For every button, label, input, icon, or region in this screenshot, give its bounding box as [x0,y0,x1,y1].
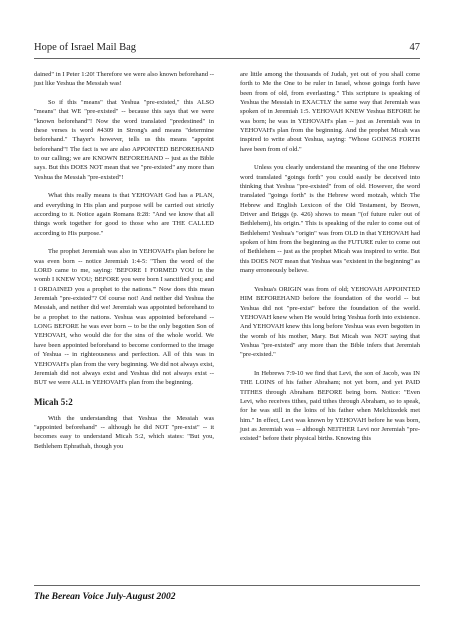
left-column [34,70,214,451]
paragraph: Yeshua's ORIGIN was from of old; YEHOVAH APPOINTED HIM BEFOREHAND before the foundation of the world -- but Yeshua did not "pre-exist" before the foundation of the world. YEHOVAH knew when He would bring Yeshua forth into existence. And YEHOVAH knew this long before Yeshua was even begotten in the womb of his mother, Mary. But Micah was NOT saying that Yeshua "pre-existed" any more than the Bible infers that Jeremiah "pre-existed." [240,285,420,359]
header-rule [34,58,420,59]
paragraph: dained" in I Peter 1:20! Therefore we were also known beforehand -- just like Yeshua the Messiah was! [34,71,214,88]
publication-footer: The Berean Voice July-August 2002 [34,592,176,602]
right-column [240,70,420,444]
paragraph: are little among the thousands of Judah, yet out of you shall come forth to Me the One to be ruler in Israel, whose goings forth have been from of old, from everlasting." This scripture is speaking of Yeshua the Messiah in EXACTLY the same way that Jeremiah was spoken of in Jeremiah 1:5. YEHOVAH KNEW Yeshua BEFORE he was born; he was in YEHOVAH's plan -- just as Jeremiah was in YEHOVAH's plan from the beginning. And the prophet Micah was inspired to write about Yeshua, saying: "Whose GOINGS FORTH have been from of old." [240,71,420,153]
paragraph: Unless you clearly understand the meaning of the one Hebrew word translated "goings forth" you could easily be deceived into thinking that Yeshua "pre-existed" from of old. However, the word translated "goings forth" is the Hebrew word motzah, which The Hebrew and English Lexicon of the Old Testament, by Brown, Driver and Briggs (p. 426) shows to mean "(of future ruler out of Bethlehem), his origin." This is speaking of the ruler to come out of Bethlehem! Yeshua's "origin" was from OLD in that YEHOVAH had spoken of him from the beginning as the FUTURE ruler to come out of Bethlehem -- just as the prophet Micah was inspired to write. But this DOES NOT mean that Yeshua was "existent in the beginning" as many erroneously believe. [240,164,420,275]
paragraph: With the understanding that Yeshua the Messiah was "appointed beforehand" -- although he did NOT "pre-exist" -- it becomes easy to understand Micah 5:2, which states: "But you, Bethlehem Ephrathah, though you [34,414,214,450]
page-header [34,42,420,53]
paragraph: The prophet Jeremiah was also in YEHOVAH's plan before he was even born -- notice Jeremiah 1:4-5: "Then the word of the LORD came to me, saying: 'BEFORE I FORMED YOU in the womb I KNEW YOU; BEFORE you were born I sanctified you; and I ORDAINED you a prophet to the nations.'" Now does this mean Jeremiah "pre-existed"? Of course not! And neither did Yeshua the Messiah, and neither did we! Jeremiah was appointed beforehand to be a prophet to the nations. Yeshua was appointed beforehand -- LONG BEFORE he was ever born -- to be the only begotten Son of YEHOVAH, who would die for the sins of the whole world. We have been appointed beforehand to become conformed to the image of Yeshua -- in righteousness and perfection. All of this was in YEHOVAH's plan from the very beginning. We did not always exist, Jeremiah did not always exist and Yeshua did not always exist -- BUT we were ALL in YEHOVAH's plan from the beginning. [34,248,214,387]
running-title: Hope of Israel Mail Bag [34,42,137,53]
paragraph: What this really means is that YEHOVAH God has a PLAN, and everything in His plan and purpose will be carried out strictly according to it. Notice again Romans 8:28: "And we know that all things work together for good to those who are THE CALLED according to His purpose." [34,192,214,237]
paragraph: In Hebrews 7:9-10 we find that Levi, the son of Jacob, was IN THE LOINS of his father Abraham; not yet born, and yet PAID TITHES through Abraham BEFORE being born. Notice: "Even Levi, who receives tithes, paid tithes through Abraham, so to speak, for he was still in the loins of his father when Melchizedek met him." In effect, Levi was known by YEHOVAH before he was born, just as Jeremiah was -- although NEITHER Levi nor Jeremiah "pre-existed" before their physical births. Knowing this [240,369,420,443]
section-heading: Micah 5:2 [34,396,73,407]
footer-rule [34,585,420,586]
page-number: 47 [409,42,420,53]
paragraph: So if this "means" that Yeshua "pre-existed," this ALSO "means" that WE "pre-existed" -- because this says that we were "known beforehand"! Now the word translated "predestined" in these verses is word #4309 in Strong's and means "determine beforehand." Thayer's however, tells us this means "appoint beforehand"! The fact is we are also APPOINTED BEFOREHAND to our calling; we are KNOWN BEFOREHAND -- just as the Bible says. But this DOES NOT mean that we "pre-existed" any more than Yeshua the Messiah "pre-existed"! [34,98,214,181]
